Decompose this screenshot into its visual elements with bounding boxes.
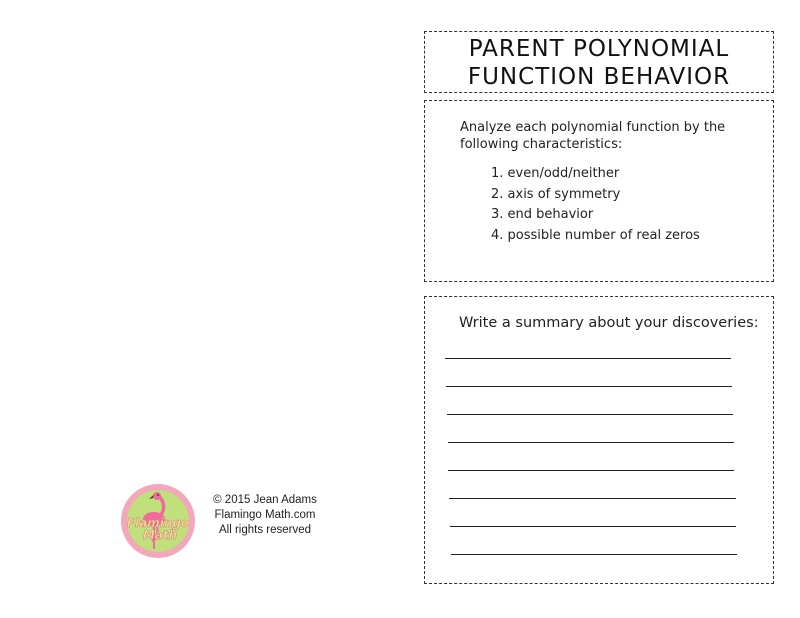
criteria-item: 2. axis of symmetry <box>491 186 621 202</box>
logo-text-line-1: Flamingo <box>126 516 190 530</box>
writing-line-3[interactable] <box>447 414 733 415</box>
copyright-line: © 2015 Jean Adams <box>213 494 317 506</box>
writing-line-5[interactable] <box>448 470 734 471</box>
rights-line: All rights reserved <box>218 524 312 536</box>
writing-line-6[interactable] <box>449 498 736 499</box>
website-line: Flamingo Math.com <box>214 509 316 521</box>
flamingo-eye <box>157 494 159 496</box>
writing-line-2[interactable] <box>446 386 732 387</box>
copyright-block <box>206 493 324 538</box>
page-title-line-1: PARENT POLYNOMIAL <box>468 36 730 62</box>
flamingo-logo-icon <box>120 483 196 559</box>
instructions-intro: Analyze each polynomial function by the following characteristics: <box>460 120 726 152</box>
summary-prompt: Write a summary about your discoveries: <box>459 315 759 331</box>
criteria-item: 4. possible number of real zeros <box>491 227 700 243</box>
writing-line-7[interactable] <box>450 526 736 527</box>
writing-line-8[interactable] <box>451 554 737 555</box>
logo-text-line-2: Math <box>142 528 178 542</box>
flamingo-math-logo <box>120 483 196 559</box>
summary-box <box>424 296 774 584</box>
instructions-box <box>424 100 774 282</box>
writing-line-4[interactable] <box>448 442 734 443</box>
page-title-line-2: FUNCTION BEHAVIOR <box>467 64 731 90</box>
writing-line-1[interactable] <box>445 358 731 359</box>
criteria-list <box>491 164 700 246</box>
criteria-item: 1. even/odd/neither <box>491 166 620 181</box>
criteria-item: 3. end behavior <box>491 207 594 222</box>
flamingo-head <box>153 492 161 500</box>
title-box <box>424 31 774 93</box>
